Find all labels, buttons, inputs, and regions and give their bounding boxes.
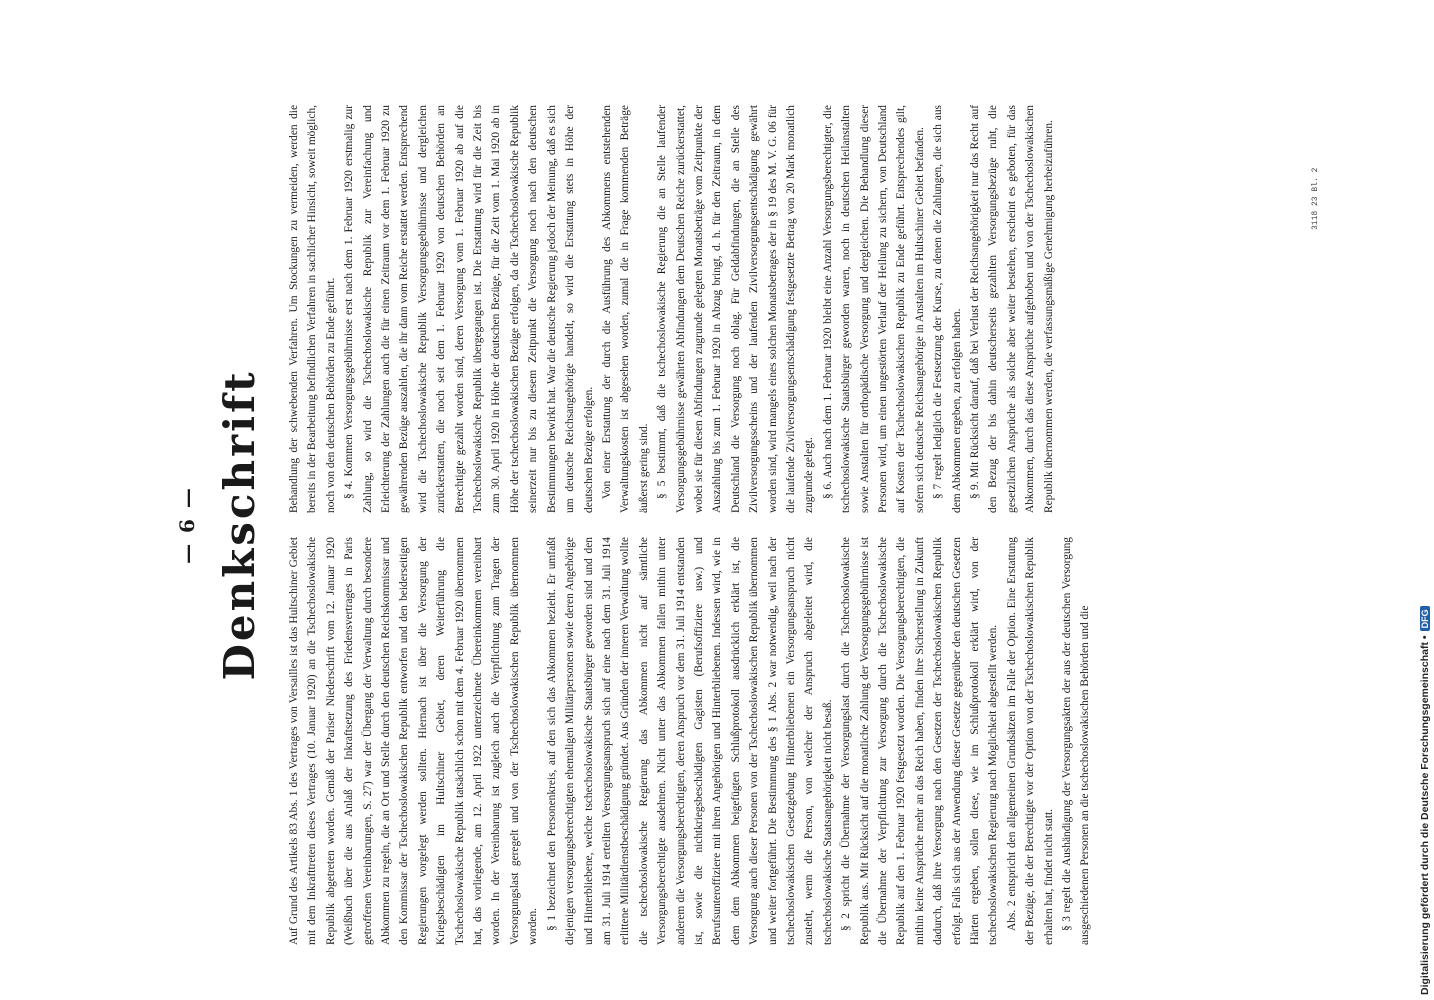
paragraph: § 6. Auch nach dem 1. Februar 1920 bleibt eine Anzahl Versorgungsberechtigter, die tschechoslowakische Staatsbürger geworden waren, noch in deutschen Heilanstalten sowie Anstalten für orthopädische Versorgung und dergleichen. Die Behandlung dieser Personen wird, um einen ungestörten Verlauf der Heilung zu sichern, von Deutschland auf Kosten der Tschechoslowakischen Republik zu Ende geführt. Entsprechendes gilt, sofern sich deutsche Reichsangehörige in Anstalten im Hultschiner Gebiet befanden. [821,105,926,513]
paragraph: Abs. 2 entspricht den allgemeinen Grundsätzen im Falle der Option. Eine Erstattung der Bezüge, die der Berechtigte vor der Option von der Tschechoslowakischen Republik erhalten hat, findet nicht statt. [1005,537,1055,945]
page-number: — 6 — [175,486,199,564]
paragraph: § 5 bestimmt, daß die tschechoslowakische Regierung die an Stelle laufender Versorgungsgebührnisse gewährten Abfindungen dem Deutschen Reiche zurückerstattet, wobei sie für diesen Abfindungen zugrunde gelegten Monatsbeträge vom Zeitpunkte der Auszahlung bis zum 1. Februar 1920 in Abzug bringt, d. h. für den Zeitraum, in dem Deutschland die Versorgung noch oblag. Für Geldabfindungen, die an Stelle des Zivilversorgungsscheins und der laufenden Zivilversorgungsentschädigung gewährt worden sind, wird mangels eines solchen Monatsbetrages der in § 19 des M. V. G. 06 für die laufende Zivilversorgungsentschädigung festgesetzte Betrag von 20 Mark monatlich zugrunde gelegt. [656,105,816,513]
text-column-right [285,105,1400,513]
paragraph: § 9. Mit Rücksicht darauf, daß bei Verlust der Reichsangehörigkeit nur das Recht auf den Bezug der bis dahin deutscherseits gezahlten Versorgungsbezüge ruht, die gesetzlichen Ansprüche als solche aber weiter bestehen, erscheint es geboten, für das Abkommen, durch das diese Ansprüche aufgehoben und von der Tschechoslowakischen Republik übernommen werden, die verfassungsmäßige Genehmigung herbeizuführen. [969,105,1055,513]
rotated-document [175,105,1400,945]
paragraph: § 3 regelt die Aushändigung der Versorgungsakten der aus der deutschen Versorgung ausgeschiedenen Personen an die tschechoslowakischen Behörden und die [1061,537,1092,945]
paragraph: Von einer Erstattung der durch die Ausführung des Abkommens entstehenden Verwaltungskosten ist abgesehen worden, zumal die in Frage kommenden Beträge äußerst gering sind. [600,105,650,513]
credit-text: Digitalisierung gefördert durch die Deutsche Forschungsgemeinschaft • [1419,635,1431,995]
paragraph: Auf Grund des Artikels 83 Abs. 1 des Vertrages von Versailles ist das Hultschiner Gebiet mit dem Inkrafttreten dieses Vertrages (10. Januar 1920) an die Tschechoslowakische Republik abgetreten worden. Gemäß der Pariser Niederschrift vom 12. Januar 1920 (Weißbuch über die aus Anlaß der Inkraftsetzung des Friedensvertrages in Paris getroffenen Vereinbarungen, S. 27) war der Übergang der Verwaltung durch besondere Abkommen zu regeln, die an Ort und Stelle durch den deutschen Reichskommissar und den Kommissar der Tschechoslowakischen Republik entworfen und den beiderseitigen Regierungen vorgelegt werden sollten. Hiernach ist über die Versorgung der Kriegsbeschädigten im Hultschiner Gebiet, deren Weiterführung die Tschechoslowakische Republik tatsächlich schon mit dem 4. Februar 1920 übernommen hat, das vorliegende, am 12. April 1922 unterzeichnete Übereinkommen vereinbart worden. In der Vereinbarung ist zugleich auch die Verpflichtung zum Tragen der Versorgungslast geregelt und von der Tschechoslowakischen Republik übernommen worden. [288,537,540,945]
digitization-credit [1419,5,1431,995]
paragraph: § 4. Kommen Versorgungsgebührnisse erst nach dem 1. Februar 1920 erstmalig zur Zahlung, so wird die Tschechoslowakische Republik zur Vereinfachung und Erleichterung der Zahlungen auch die für einen Zeitraum vor dem 1. Februar 1920 zu gewährenden Bezüge auszahlen, die ihr dann vom Reiche erstattet werden. Entsprechend wird die Tschechoslowakische Republik Versorgungsgebührnisse und dergleichen zurückerstatten, die noch seit dem 1. Februar 1920 von deutschen Behörden an Berechtigte gezahlt worden sind, deren Versorgung vom 1. Februar 1920 ab auf die Tschechoslowakische Republik übergegangen ist. Die Erstattung wird für die Zeit bis zum 30. April 1920 in Höhe der deutschen Bezüge, für die Zeit vom 1. Mai 1920 ab in Höhe der tschechoslowakischen Bezüge erfolgen, da die Tschechoslowakische Republik seinerzeit nur bis zu diesem Zeitpunkt die Versorgung noch nach den deutschen Bestimmungen bewirkt hat. War die deutsche Regierung jedoch der Meinung, daß es sich um deutsche Reichsangehörige handelt, so wird die Erstattung stets in Höhe der deutschen Bezüge erfolgen. [343,105,595,513]
text-column-left [285,537,1400,945]
document-title: Denkschrift [215,369,264,681]
paragraph: § 1 bezeichnet den Personenkreis, auf den sich das Abkommen bezieht. Er umfaßt diejenigen versorgungsberechtigten ehemaligen Militärpersonen sowie deren Angehörige und Hinterbliebene, welche tschechoslowakische Staatsbürger geworden sind und den am 31. Juli 1914 erteilten Versorgungsanspruch sich auf eine nach dem 31. Juli 1914 erlittene Militärdienstbeschädigung gründet. Aus Gründen der inneren Verwaltung wollte die tschechoslowakische Regierung das Abkommen nicht auf sämtliche Versorgungsberechtigte ausdehnen. Nicht unter das Abkommen fallen mithin unter anderem die Versorgungsberechtigten, deren Anspruch vor dem 31. Juli 1914 entstanden ist, sowie die nichtkriegsbeschädigten Gagisten (Berufsoffiziere usw.) und Berufsunteroffiziere mit ihren Angehörigen und Hinterbliebenen. Indessen wird, wie in dem dem Abkommen beigefügten Schlußprotokoll ausdrücklich erklärt ist, die Versorgung auch dieser Personen von der Tschechoslowakischen Republik übernommen und weiter fortgeführt. Die Bestimmung des § 1 Abs. 2 war notwendig, weil nach der tschechoslowakischen Gesetzgebung Hinterbliebenen ein Versorgungsanspruch nicht zusteht, wenn die Person, von welcher der Anspruch abgeleitet wird, die tschechoslowakische Staatsangehörigkeit nicht besaß. [545,537,834,945]
paragraph: § 2 spricht die Übernahme der Versorgungslast durch die Tschechoslowakische Republik aus. Mit Rücksicht auf die monatliche Zahlung der Versorgungsgebührnisse ist die Übernahme der Verpflichtung zur Versorgung durch die Tschechoslowakische Republik auf den 1. Februar 1920 festgesetzt worden. Die Versorgungsberechtigten, die mithin keine Ansprüche mehr an das Reich haben, finden ihre Sicherstellung in Zukunft dadurch, daß ihre Versorgung nach den Gesetzen der Tschechoslowakischen Republik erfolgt. Falls sich aus der Anwendung dieser Gesetze gegenüber den deutschen Gesetzen Härten ergeben, sollen diese, wie im Schlußprotokoll erklärt wird, von der tschechoslowakischen Regierung nach Möglichkeit abgestellt werden. [840,537,1000,945]
paragraph: Behandlung der schwebenden Verfahren. Um Stockungen zu vermeiden, werden die bereits in der Bearbeitung befindlichen Verfahren in sachlicher Hinsicht, soweit möglich, noch von den deutschen Behörden zu Ende geführt. [288,105,337,513]
text-columns [285,105,1400,945]
paragraph: § 7 regelt lediglich die Festsetzung der Kurse, zu denen die Zahlungen, die sich aus dem Abkommen ergeben, zu erfolgen haben. [932,105,963,513]
archive-signature: 3118 23 Bl. 2 [1311,167,1320,230]
dfg-badge: DFG [1420,606,1430,631]
